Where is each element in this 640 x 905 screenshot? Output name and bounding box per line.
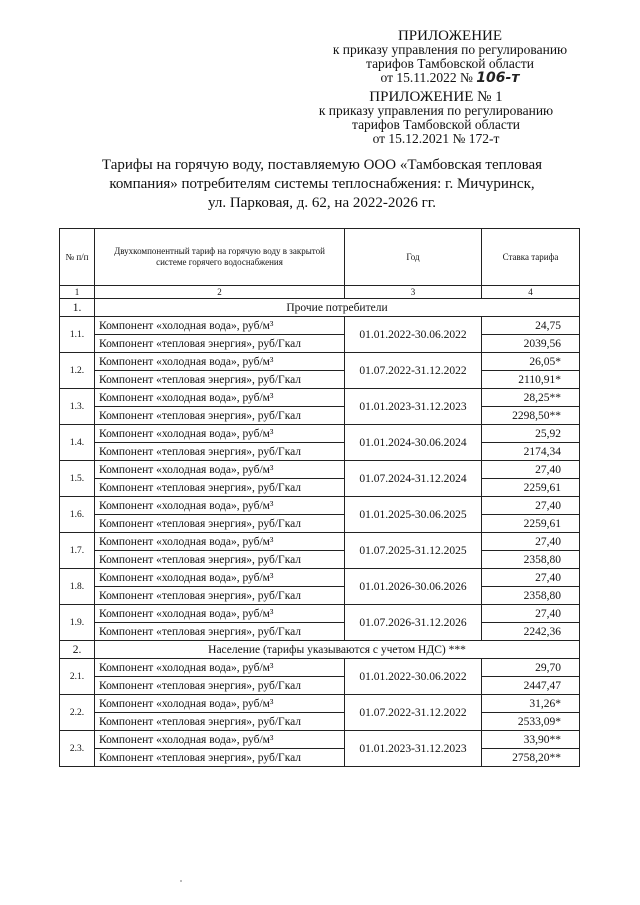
table-row — [60, 371, 580, 389]
period-cell: 01.01.2023-31.12.2023 — [345, 389, 482, 425]
table-row — [60, 533, 580, 551]
section-row — [60, 299, 580, 317]
appendix-line: тарифов Тамбовской области — [352, 117, 520, 132]
component-heat-label: Компонент «тепловая энергия», руб/Гкал — [95, 479, 345, 497]
period-cell: 01.01.2025-30.06.2025 — [345, 497, 482, 533]
component-cold-label: Компонент «холодная вода», руб/м³ — [95, 461, 345, 479]
cold-rate-cell: 27,40 — [482, 605, 580, 623]
appendix-date-line — [300, 71, 600, 85]
tariff-table — [59, 228, 580, 767]
period-cell: 01.01.2022-30.06.2022 — [345, 659, 482, 695]
heat-rate-cell: 2298,50** — [482, 407, 580, 425]
appendix-line: тарифов Тамбовской области — [366, 56, 534, 71]
row-number: 1.1. — [60, 317, 95, 353]
header-rate: Ставка тарифа — [482, 229, 580, 286]
document-title-line: компания» потребителям системы теплоснабжения: г. Мичуринск, — [109, 176, 535, 192]
component-heat-label: Компонент «тепловая энергия», руб/Гкал — [95, 713, 345, 731]
component-heat-label: Компонент «тепловая энергия», руб/Гкал — [95, 587, 345, 605]
row-number: 1.7. — [60, 533, 95, 569]
component-heat-label: Компонент «тепловая энергия», руб/Гкал — [95, 407, 345, 425]
cold-rate-cell: 27,40 — [482, 569, 580, 587]
component-cold-label: Компонент «холодная вода», руб/м³ — [95, 695, 345, 713]
heat-rate-cell: 2533,09* — [482, 713, 580, 731]
section-number: 1. — [60, 299, 95, 317]
table-row — [60, 713, 580, 731]
appendix-line: к приказу управления по регулированию — [318, 103, 554, 118]
component-cold-label: Компонент «холодная вода», руб/м³ — [95, 425, 345, 443]
row-number: 1.2. — [60, 353, 95, 389]
appendix-date: от 15.11.2022 № — [380, 70, 473, 85]
period-cell: 01.01.2026-30.06.2026 — [345, 569, 482, 605]
row-number: 2.1. — [60, 659, 95, 695]
heat-rate-cell: 2174,34 — [482, 443, 580, 461]
period-cell: 01.07.2024-31.12.2024 — [345, 461, 482, 497]
component-cold-label: Компонент «холодная вода», руб/м³ — [95, 605, 345, 623]
row-number: 1.3. — [60, 389, 95, 425]
period-cell: 01.01.2022-30.06.2022 — [345, 317, 482, 353]
table-row — [60, 677, 580, 695]
appendix-date: от 15.12.2021 № 172-т — [372, 131, 500, 146]
appendix-header-previous — [286, 90, 586, 146]
row-number: 2.2. — [60, 695, 95, 731]
row-number: 1.9. — [60, 605, 95, 641]
cold-rate-cell: 31,26* — [482, 695, 580, 713]
cold-rate-cell: 26,05* — [482, 353, 580, 371]
section-number: 2. — [60, 641, 95, 659]
document-title-line: ул. Парковая, д. 62, на 2022-2026 гг. — [208, 195, 436, 211]
section-title: Население (тарифы указываются с учетом НДС) *** — [95, 641, 580, 659]
table-row — [60, 353, 580, 371]
appendix-title: ПРИЛОЖЕНИЕ — [397, 28, 503, 44]
period-cell: 01.07.2022-31.12.2022 — [345, 353, 482, 389]
component-cold-label: Компонент «холодная вода», руб/м³ — [95, 353, 345, 371]
tariff-table-body — [60, 229, 580, 767]
component-heat-label: Компонент «тепловая энергия», руб/Гкал — [95, 623, 345, 641]
table-row — [60, 569, 580, 587]
component-cold-label: Компонент «холодная вода», руб/м³ — [95, 731, 345, 749]
heat-rate-cell: 2447,47 — [482, 677, 580, 695]
cold-rate-cell: 24,75 — [482, 317, 580, 335]
table-row — [60, 407, 580, 425]
row-number: 1.6. — [60, 497, 95, 533]
row-number: 1.8. — [60, 569, 95, 605]
document-title-line: Тарифы на горячую воду, поставляемую ООО «Тамбовская тепловая — [101, 157, 543, 173]
row-number: 2.3. — [60, 731, 95, 767]
table-row — [60, 623, 580, 641]
row-number: 1.5. — [60, 461, 95, 497]
column-number: 3 — [345, 286, 482, 299]
cold-rate-cell: 28,25** — [482, 389, 580, 407]
appendix-title: ПРИЛОЖЕНИЕ № 1 — [369, 89, 503, 105]
table-row — [60, 659, 580, 677]
component-cold-label: Компонент «холодная вода», руб/м³ — [95, 569, 345, 587]
section-title: Прочие потребители — [95, 299, 580, 317]
heat-rate-cell: 2358,80 — [482, 587, 580, 605]
table-row — [60, 425, 580, 443]
column-number-row — [60, 286, 580, 299]
heat-rate-cell: 2259,61 — [482, 479, 580, 497]
component-cold-label: Компонент «холодная вода», руб/м³ — [95, 497, 345, 515]
component-heat-label: Компонент «тепловая энергия», руб/Гкал — [95, 749, 345, 767]
cold-rate-cell: 25,92 — [482, 425, 580, 443]
heat-rate-cell: 2358,80 — [482, 551, 580, 569]
component-cold-label: Компонент «холодная вода», руб/м³ — [95, 659, 345, 677]
table-row — [60, 461, 580, 479]
component-heat-label: Компонент «тепловая энергия», руб/Гкал — [95, 443, 345, 461]
component-heat-label: Компонент «тепловая энергия», руб/Гкал — [95, 551, 345, 569]
period-cell: 01.07.2025-31.12.2025 — [345, 533, 482, 569]
header-year: Год — [345, 229, 482, 286]
component-heat-label: Компонент «тепловая энергия», руб/Гкал — [95, 371, 345, 389]
cold-rate-cell: 27,40 — [482, 497, 580, 515]
table-row — [60, 731, 580, 749]
table-header-row — [60, 229, 580, 286]
cold-rate-cell: 27,40 — [482, 461, 580, 479]
period-cell: 01.01.2024-30.06.2024 — [345, 425, 482, 461]
table-row — [60, 479, 580, 497]
section-row — [60, 641, 580, 659]
column-number: 2 — [95, 286, 345, 299]
heat-rate-cell: 2259,61 — [482, 515, 580, 533]
table-row — [60, 551, 580, 569]
column-number: 4 — [482, 286, 580, 299]
table-row — [60, 317, 580, 335]
table-row — [60, 497, 580, 515]
table-row — [60, 335, 580, 353]
cold-rate-cell: 33,90** — [482, 731, 580, 749]
table-row — [60, 515, 580, 533]
table-row — [60, 389, 580, 407]
row-number: 1.4. — [60, 425, 95, 461]
period-cell: 01.07.2026-31.12.2026 — [345, 605, 482, 641]
period-cell: 01.01.2023-31.12.2023 — [345, 731, 482, 767]
component-heat-label: Компонент «тепловая энергия», руб/Гкал — [95, 515, 345, 533]
table-row — [60, 695, 580, 713]
appendix-line: к приказу управления по регулированию — [332, 42, 568, 57]
component-cold-label: Компонент «холодная вода», руб/м³ — [95, 533, 345, 551]
scan-speck — [180, 880, 182, 882]
table-row — [60, 443, 580, 461]
cold-rate-cell: 29,70 — [482, 659, 580, 677]
table-row — [60, 605, 580, 623]
appendix-header-current — [300, 29, 600, 85]
heat-rate-cell: 2039,56 — [482, 335, 580, 353]
document-title — [70, 156, 574, 213]
table-row — [60, 587, 580, 605]
component-heat-label: Компонент «тепловая энергия», руб/Гкал — [95, 335, 345, 353]
column-number: 1 — [60, 286, 95, 299]
heat-rate-cell: 2758,20** — [482, 749, 580, 767]
header-no: № п/п — [60, 229, 95, 286]
component-cold-label: Компонент «холодная вода», руб/м³ — [95, 389, 345, 407]
heat-rate-cell: 2242,36 — [482, 623, 580, 641]
table-row — [60, 749, 580, 767]
component-cold-label: Компонент «холодная вода», руб/м³ — [95, 317, 345, 335]
component-heat-label: Компонент «тепловая энергия», руб/Гкал — [95, 677, 345, 695]
cold-rate-cell: 27,40 — [482, 533, 580, 551]
header-tariff: Двухкомпонентный тариф на горячую воду в закрытой системе горячего водоснабжения — [95, 229, 345, 286]
heat-rate-cell: 2110,91* — [482, 371, 580, 389]
handwritten-order-number: 106-т — [476, 70, 520, 86]
period-cell: 01.07.2022-31.12.2022 — [345, 695, 482, 731]
